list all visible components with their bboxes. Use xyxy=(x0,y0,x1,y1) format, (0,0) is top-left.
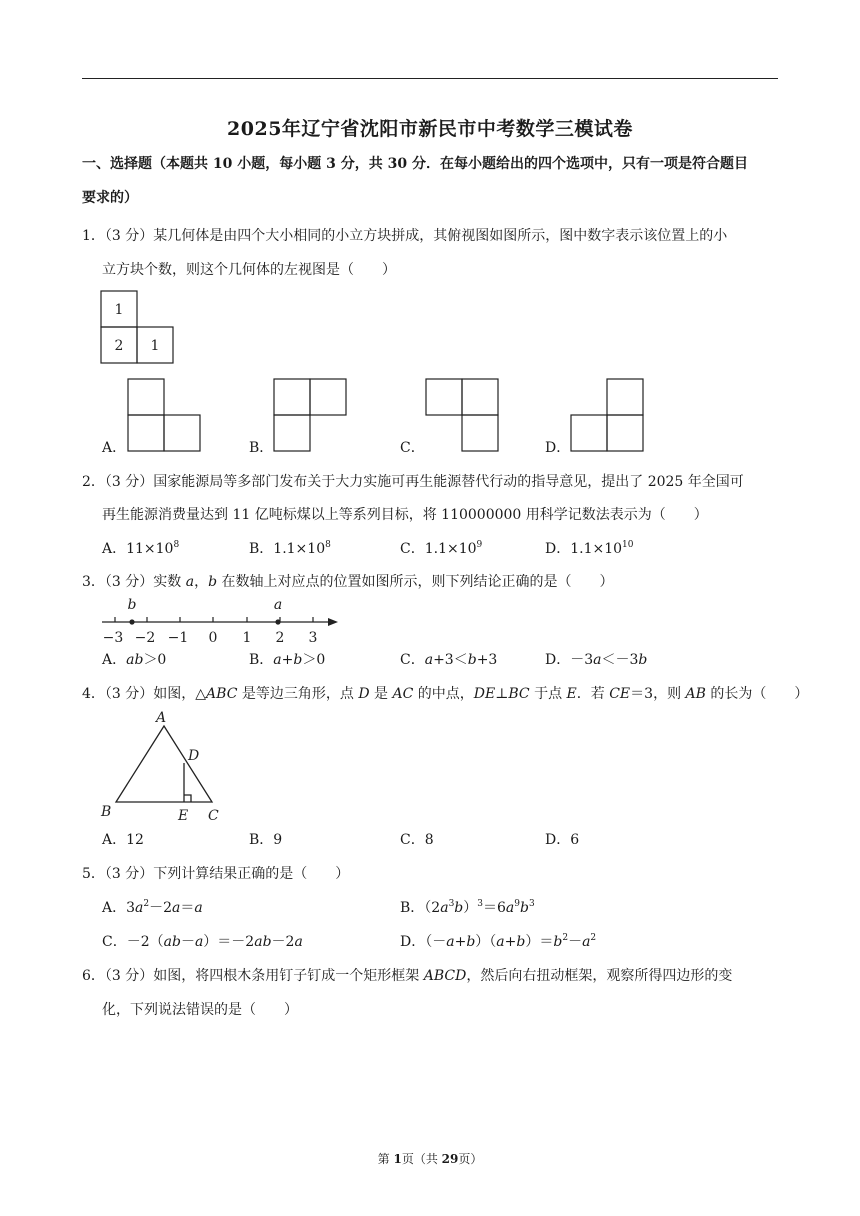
q3-option-c[interactable]: C．a+3＜b+3 xyxy=(400,652,498,668)
q2-stem-line1: 2．（3 分）国家能源局等多部门发布关于大力实施可再生能源替代行动的指导意见，提出了 2025 年全国可 xyxy=(82,474,744,490)
q2-stem-line2: 再生能源消费量达到 11 亿吨标煤以上等系列目标，将 110000000 用科学记数法表示为（ ） xyxy=(102,507,708,523)
q3-tick-label: 1 xyxy=(242,630,252,646)
q1-option-a[interactable]: A． xyxy=(102,440,127,456)
section-heading-line1: 一、选择题（本题共 10 小题，每小题 3 分，共 30 分．在每小题给出的四个选项中，只有一项是符合题目 xyxy=(82,156,748,172)
q1-stem-line2: 立方块个数，则这个几何体的左视图是（ ） xyxy=(102,262,396,278)
section-heading-line2: 要求的） xyxy=(82,190,138,206)
q4-label-C: C xyxy=(208,808,219,824)
q1-option-b[interactable]: B． xyxy=(249,440,274,456)
q1-grid-label-bottom-right: 1 xyxy=(150,338,160,354)
q5-option-a[interactable]: A．$3a^2-2a=a$ xyxy=(102,899,203,916)
q3-option-d[interactable]: D．－3a＜－3b xyxy=(545,652,648,668)
q1-grid-label-bottom-left: 2 xyxy=(114,338,124,354)
q4-label-D: D xyxy=(188,748,200,764)
q4-option-a[interactable]: A．12 xyxy=(102,832,144,848)
q6-stem-line2: 化，下列说法错误的是（ ） xyxy=(102,1002,298,1018)
q1-option-c-figure xyxy=(425,378,499,452)
q4-option-b[interactable]: B．9 xyxy=(249,832,283,848)
q6-stem-line1: 6．（3 分）如图，将四根木条用钉子钉成一个矩形框架 ABCD，然后向右扭动框架，观察所得四边形的变 xyxy=(82,968,733,984)
q3-tick-label: 0 xyxy=(208,630,218,646)
q5-stem: 5．（3 分）下列计算结果正确的是（ ） xyxy=(82,866,350,882)
q1-grid-label-top: 1 xyxy=(114,302,124,318)
q5-option-d[interactable]: D．$(-a+b)(a+b)=b^2-a^2$ xyxy=(400,933,597,950)
q3-option-b[interactable]: B．a+b＞0 xyxy=(249,652,326,668)
q5-option-b[interactable]: B．$(2a^3b)^3=6a^9b^3$ xyxy=(400,899,535,916)
page-total: 29 xyxy=(441,1152,459,1166)
q3-point-b-label: b xyxy=(127,597,137,613)
q3-tick-label: −1 xyxy=(167,630,189,646)
header-rule xyxy=(82,78,778,79)
q3-stem: 3．（3 分）实数 a，b 在数轴上对应点的位置如图所示，则下列结论正确的是（ ） xyxy=(82,574,614,590)
q4-option-c[interactable]: C．8 xyxy=(400,832,434,848)
q5-option-c[interactable]: C．－2（ab－a）＝－2ab－2a xyxy=(102,934,303,950)
q4-triangle-figure xyxy=(98,706,228,826)
q3-tick-label: −3 xyxy=(102,630,124,646)
q2-option-d[interactable]: D．$1.1\times 10^{10}$ xyxy=(545,540,634,557)
q3-option-a[interactable]: A．ab＞0 xyxy=(102,652,167,668)
q1-option-c[interactable]: C． xyxy=(400,440,425,456)
q3-tick-label: 2 xyxy=(275,630,285,646)
q3-number-line xyxy=(100,596,340,646)
page-footer: 第 1页（共 29页） xyxy=(377,1152,483,1166)
q3-tick-label: 3 xyxy=(308,630,318,646)
q1-top-view-figure xyxy=(100,290,176,364)
exam-title: 2025年辽宁省沈阳市新民市中考数学三模试卷 xyxy=(227,118,633,140)
q4-option-d[interactable]: D．6 xyxy=(545,832,580,848)
q2-option-b[interactable]: B．$1.1\times 10^8$ xyxy=(249,540,331,557)
q4-stem: 4．（3 分）如图，△ABC 是等边三角形，点 D 是 AC 的中点，DE⊥BC 于点 E．若 CE＝3，则 AB 的长为（ ） xyxy=(82,686,809,702)
q4-label-E: E xyxy=(178,808,189,824)
q4-label-A: A xyxy=(156,710,167,726)
q1-stem-line1: 1．（3 分）某几何体是由四个大小相同的小立方块拼成，其俯视图如图所示，图中数字表示该位置上的小 xyxy=(82,228,728,244)
q1-option-a-figure xyxy=(127,378,201,452)
q4-label-B: B xyxy=(101,804,112,820)
page-number: 1 xyxy=(393,1152,402,1166)
q3-point-a-label: a xyxy=(273,597,283,613)
q3-tick-label: −2 xyxy=(134,630,156,646)
q2-option-a[interactable]: A．$11\times 10^8$ xyxy=(102,540,180,557)
q2-option-c[interactable]: C．$1.1\times 10^9$ xyxy=(400,540,483,557)
q1-option-b-figure xyxy=(273,378,347,452)
q1-option-d[interactable]: D． xyxy=(545,440,571,456)
q1-option-d-figure xyxy=(570,378,644,452)
